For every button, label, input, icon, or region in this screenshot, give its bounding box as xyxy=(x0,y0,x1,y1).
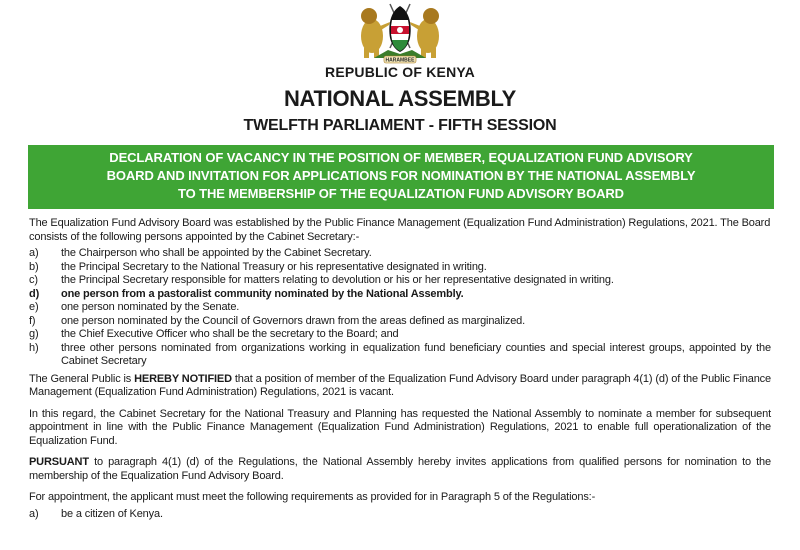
lion-right-icon xyxy=(410,8,439,58)
republic-heading: REPUBLIC OF KENYA xyxy=(325,64,475,80)
board-members-list xyxy=(29,247,771,369)
coat-of-arms-logo xyxy=(352,0,448,64)
list-item: e) one person nominated by the Senate. xyxy=(29,301,240,313)
list-item: g) the Chief Executive Officer who shall be the secretary to the Board; and xyxy=(29,328,399,340)
list-item: a) the Chairperson who shall be appointed by the Cabinet Secretary. xyxy=(29,247,372,259)
list-item: h) three other persons nominated from organizations working in equalization fund beneficiary counties and special interest groups, appointed by the Cabinet Secretary xyxy=(29,341,771,367)
list-item-vacant-position: d) one person from a pastoralist community nominated by the National Assembly. xyxy=(29,287,464,300)
svg-text:HARAMBEE: HARAMBEE xyxy=(385,57,415,64)
pursuant-paragraph: PURSUANT to paragraph 4(1) (d) of the Regulations, the National Assembly hereby invites applications from qualified persons for nomination to the membership of the Equalization Fund Advisory Board. xyxy=(29,456,771,482)
notice-paragraph: The General Public is HEREBY NOTIFIED that a position of member of the Equalization Fund Advisory Board under paragraph 4(1) (d) of the Public Finance Management (Equalization Fund Administration) Regulations, 2021 is vacant. xyxy=(29,372,771,398)
list-item: b) the Principal Secretary to the National Treasury or his representative designated in writing. xyxy=(29,260,487,273)
assembly-title: NATIONAL ASSEMBLY xyxy=(283,86,517,111)
requirements-intro: For appointment, the applicant must meet the following requirements as provided for in Paragraph 5 of the Regulations:- xyxy=(29,491,596,503)
lion-left-icon xyxy=(361,8,390,58)
shield-icon xyxy=(389,6,410,52)
banner-line: DECLARATION OF VACANCY IN THE POSITION OF MEMBER, EQUALIZATION FUND ADVISORY xyxy=(109,150,693,165)
session-subtitle: TWELFTH PARLIAMENT - FIFTH SESSION xyxy=(243,117,557,134)
banner-line: BOARD AND INVITATION FOR APPLICATIONS FOR NOMINATION BY THE NATIONAL ASSEMBLY xyxy=(106,168,696,183)
list-item: a) be a citizen of Kenya. xyxy=(29,507,163,520)
list-item: f) one person nominated by the Council of Governors drawn from the areas defined as marginalized. xyxy=(29,314,526,327)
regard-paragraph: In this regard, the Cabinet Secretary for the National Treasury and Planning has requested the National Assembly to nominate a member for subsequent appointment in line with the Public Finance Management (Equalization Fund Administration) Regulations, 2021 to enable full operationalization of the Equalization Fund. xyxy=(29,407,771,447)
vacancy-banner xyxy=(28,145,774,209)
list-item: c) the Principal Secretary responsible for matters relating to devolution or his or her representative designated in writing. xyxy=(29,274,614,286)
requirements-list xyxy=(29,508,771,522)
intro-paragraph: The Equalization Fund Advisory Board was established by the Public Finance Management (Equalization Fund Administration) Regulations, 2021. The Board consists of the following persons appointed by the Cabinet Secretary:- xyxy=(29,217,771,243)
notice-body xyxy=(29,217,771,525)
banner-line: TO THE MEMBERSHIP OF THE EQUALIZATION FUND ADVISORY BOARD xyxy=(178,186,624,201)
